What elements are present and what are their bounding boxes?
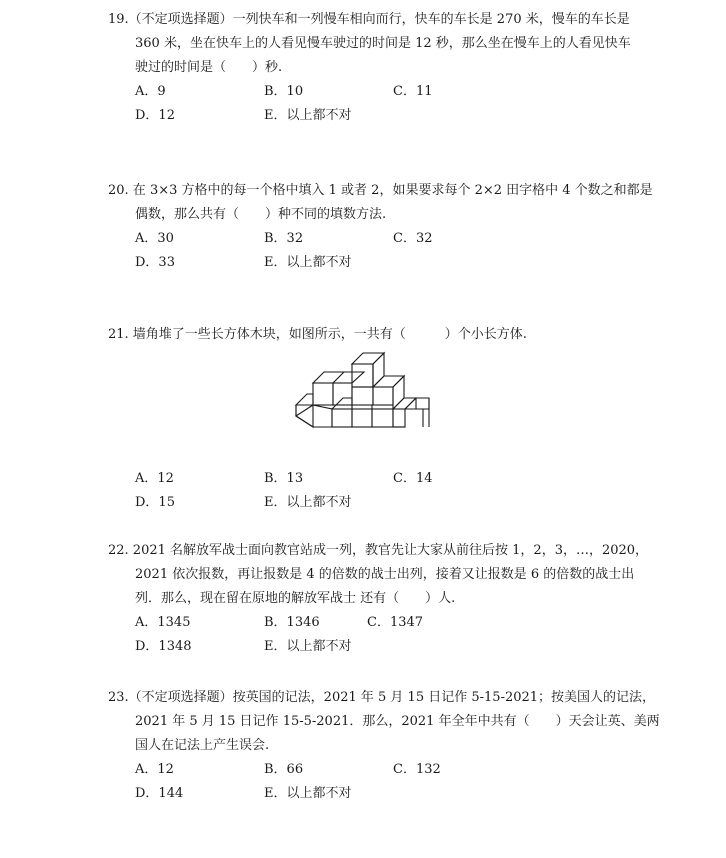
option-a[interactable]: A．12	[135, 762, 174, 777]
question-22-options-row-2	[135, 635, 628, 659]
option-b[interactable]: B．13	[264, 471, 304, 486]
option-d[interactable]: D．12	[135, 108, 175, 123]
question-23	[108, 686, 660, 806]
stacked-blocks-figure	[292, 350, 434, 448]
option-d[interactable]: D．144	[135, 786, 184, 801]
question-21-options	[108, 467, 628, 515]
option-c[interactable]: C．32	[393, 231, 433, 246]
question-22-options-row-1	[135, 611, 628, 635]
question-21-options-row-2	[135, 491, 628, 515]
question-19	[108, 8, 631, 128]
question-22-line-3: 列．那么，现在留在原地的解放军战士 还有（ ）人.	[135, 591, 456, 606]
option-c[interactable]: C．11	[393, 84, 433, 99]
question-20-options-row-1	[135, 227, 628, 251]
question-23-line-1: 23.（不定项选择题）按英国的记法，2021 年 5 月 15 日记作 5-15-2021；按美国人的记法，	[108, 690, 656, 705]
option-d[interactable]: D．1348	[135, 639, 192, 654]
question-22	[108, 539, 649, 659]
option-d[interactable]: D．15	[135, 495, 175, 510]
option-e[interactable]: E．以上都不对	[264, 108, 352, 123]
option-a[interactable]: A．12	[135, 471, 174, 486]
question-21	[108, 323, 628, 347]
question-19-options-row-1	[135, 80, 628, 104]
question-20-line-1: 20. 在 3×3 方格中的每一个格中填入 1 或者 2，如果要求每个 2×2 田字格中 4 个数之和都是	[108, 183, 653, 198]
question-23-options-row-1	[135, 758, 628, 782]
option-a[interactable]: A．30	[135, 231, 174, 246]
option-b[interactable]: B．1346	[264, 615, 320, 630]
question-19-line-2: 360 米，坐在快车上的人看见慢车驶过的时间是 12 秒，那么坐在慢车上的人看见快车	[135, 36, 631, 51]
option-b[interactable]: B．10	[264, 84, 304, 99]
question-20	[108, 179, 653, 275]
option-a[interactable]: A．1345	[135, 615, 191, 630]
option-b[interactable]: B．66	[264, 762, 304, 777]
question-21-line-1: 21. 墙角堆了一些长方体木块，如图所示，一共有（ ）个小长方体.	[108, 327, 527, 342]
question-23-options-row-2	[135, 782, 628, 806]
option-c[interactable]: C．132	[393, 762, 441, 777]
question-21-options-row-1	[135, 467, 628, 491]
question-19-line-3: 驶过的时间是（ ）秒.	[135, 60, 283, 75]
question-20-options-row-2	[135, 251, 628, 275]
option-d[interactable]: D．33	[135, 255, 175, 270]
question-19-line-1: 19.（不定项选择题）一列快车和一列慢车相向而行，快车的车长是 270 米，慢车的车长是	[108, 12, 630, 27]
option-e[interactable]: E．以上都不对	[264, 255, 352, 270]
question-22-line-1: 22. 2021 名解放军战士面向教官站成一列，教官先让大家从前往后按 1，2，3，…，2020，	[108, 543, 649, 558]
question-22-line-2: 2021 依次报数，再让报数是 4 的倍数的战士出列，接着又让报数是 6 的倍数的战士出	[135, 567, 635, 582]
question-19-options-row-2	[135, 104, 628, 128]
option-c[interactable]: C．1347	[367, 615, 424, 630]
option-b[interactable]: B．32	[264, 231, 304, 246]
option-e[interactable]: E．以上都不对	[264, 495, 352, 510]
option-e[interactable]: E．以上都不对	[264, 639, 352, 654]
option-e[interactable]: E．以上都不对	[264, 786, 352, 801]
option-c[interactable]: C．14	[393, 471, 433, 486]
question-23-line-2: 2021 年 5 月 15 日记作 15-5-2021．那么，2021 年全年中共有（ ）天会让英、美两	[135, 714, 660, 729]
question-20-line-2: 偶数，那么共有（ ）种不同的填数方法.	[135, 207, 387, 222]
question-23-line-3: 国人在记法上产生误会.	[135, 738, 270, 753]
option-a[interactable]: A．9	[135, 84, 166, 99]
